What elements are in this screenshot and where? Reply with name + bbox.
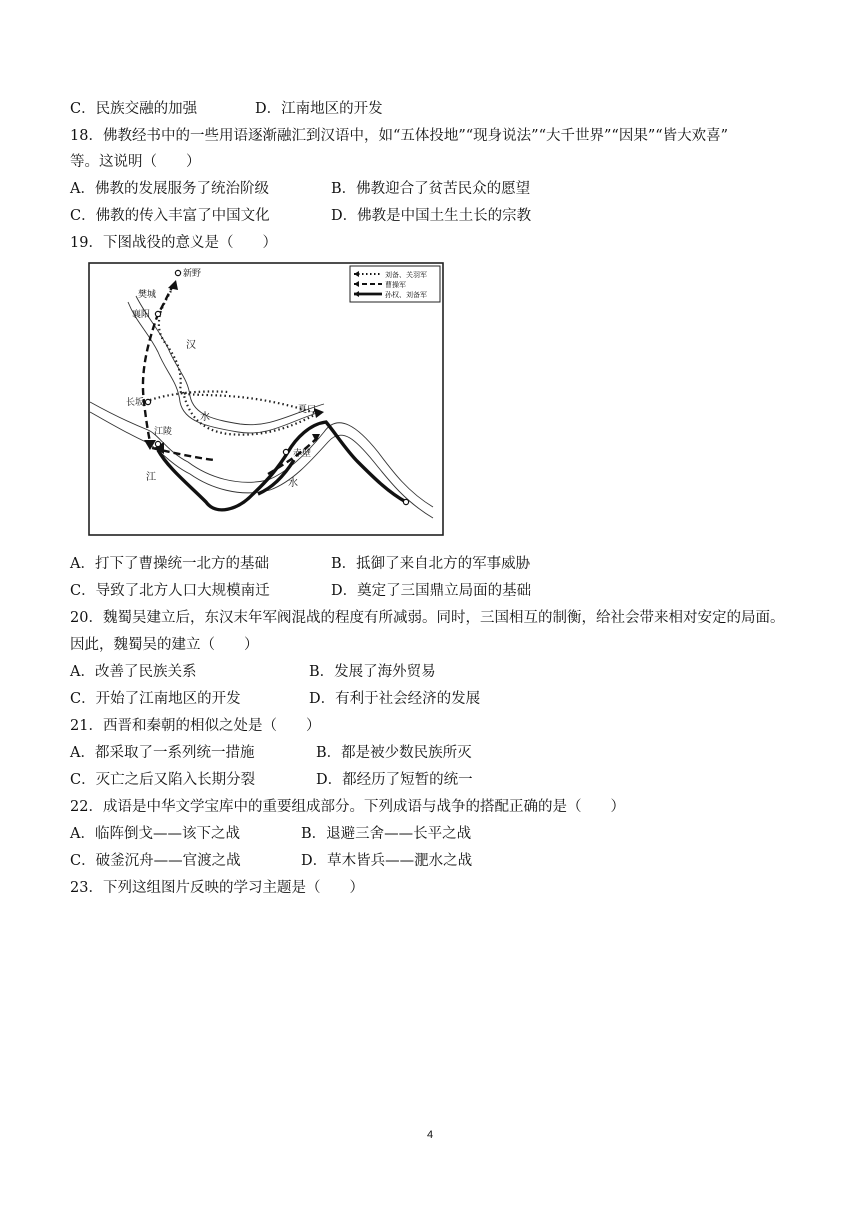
q20-stem-line1: 20．魏蜀吴建立后，东汉末年军阀混战的程度有所减弱。同时，三国相互的制衡，给社会带来相对安定的局面。 xyxy=(70,610,785,626)
q21-option-c: C．灭亡之后又陷入长期分裂 xyxy=(70,772,256,788)
battle-map-svg xyxy=(88,262,444,536)
label-jiang: 江 xyxy=(146,472,156,483)
q21-stem: 21．西晋和秦朝的相似之处是（ ） xyxy=(70,718,321,734)
label-shui-han: 水 xyxy=(200,412,210,423)
q22-option-b: B．退避三舍——长平之战 xyxy=(301,826,472,842)
label-fancheng: 樊城 xyxy=(138,290,157,300)
q20-option-d: D．有利于社会经济的发展 xyxy=(309,691,481,707)
label-xinye: 新野 xyxy=(183,269,202,279)
q18-stem-line2: 等。这说明（ ） xyxy=(70,154,201,170)
label-changban: 长坂 xyxy=(126,398,145,408)
q19-option-d: D．奠定了三国鼎立局面的基础 xyxy=(331,583,532,599)
q19-stem: 19．下图战役的意义是（ ） xyxy=(70,235,277,251)
q21-option-d: D．都经历了短暂的统一 xyxy=(316,772,473,788)
q18-stem-line1: 18．佛教经书中的一些用语逐渐融汇到汉语中，如“五体投地”“现身说法”“大千世界”“因果”“皆大欢喜” xyxy=(70,128,729,144)
q20-option-b: B．发展了海外贸易 xyxy=(309,664,436,680)
legend-caocao: 曹操军 xyxy=(385,281,406,289)
q19-option-b: B．抵御了来自北方的军事威胁 xyxy=(331,556,531,572)
page-number: 4 xyxy=(426,1129,434,1141)
q22-stem: 22．成语是中华文学宝库中的重要组成部分。下列成语与战争的搭配正确的是（ ） xyxy=(70,799,625,815)
q21-option-a: A．都采取了一系列统一措施 xyxy=(70,745,255,761)
q18-option-a: A．佛教的发展服务了统治阶级 xyxy=(70,181,269,197)
label-xiakou: 夏口 xyxy=(298,405,317,415)
q17-option-d: D．江南地区的开发 xyxy=(255,101,383,117)
q23-stem: 23．下列这组图片反映的学习主题是（ ） xyxy=(70,880,364,896)
q19-option-a: A．打下了曹操统一北方的基础 xyxy=(70,556,269,572)
battle-map xyxy=(88,262,444,536)
legend-liubei: 刘备、关羽军 xyxy=(385,271,427,279)
label-jiangling: 江陵 xyxy=(154,427,173,437)
q19-option-c: C．导致了北方人口大规模南迁 xyxy=(70,583,270,599)
label-han: 汉 xyxy=(186,340,196,351)
q18-option-b: B．佛教迎合了贫苦民众的愿望 xyxy=(331,181,531,197)
map-legend xyxy=(350,266,440,302)
q17-option-c: C．民族交融的加强 xyxy=(70,101,198,117)
label-shui-jiang: 水 xyxy=(288,478,298,489)
q18-option-c: C．佛教的传入丰富了中国文化 xyxy=(70,208,270,224)
q22-option-a: A．临阵倒戈——该下之战 xyxy=(70,826,240,842)
q22-option-c: C．破釜沉舟——官渡之战 xyxy=(70,853,241,869)
q20-option-a: A．改善了民族关系 xyxy=(70,664,197,680)
q21-option-b: B．都是被少数民族所灭 xyxy=(316,745,472,761)
legend-sunquan: 孙权、刘备军 xyxy=(385,291,427,299)
q20-option-c: C．开始了江南地区的开发 xyxy=(70,691,241,707)
q18-option-d: D．佛教是中国土生土长的宗教 xyxy=(331,208,532,224)
q22-option-d: D．草木皆兵——淝水之战 xyxy=(301,853,473,869)
q20-stem-line2: 因此，魏蜀吴的建立（ ） xyxy=(70,637,259,653)
label-chibi: 赤壁 xyxy=(293,449,312,459)
label-xiangyang: 襄阳 xyxy=(132,310,151,320)
